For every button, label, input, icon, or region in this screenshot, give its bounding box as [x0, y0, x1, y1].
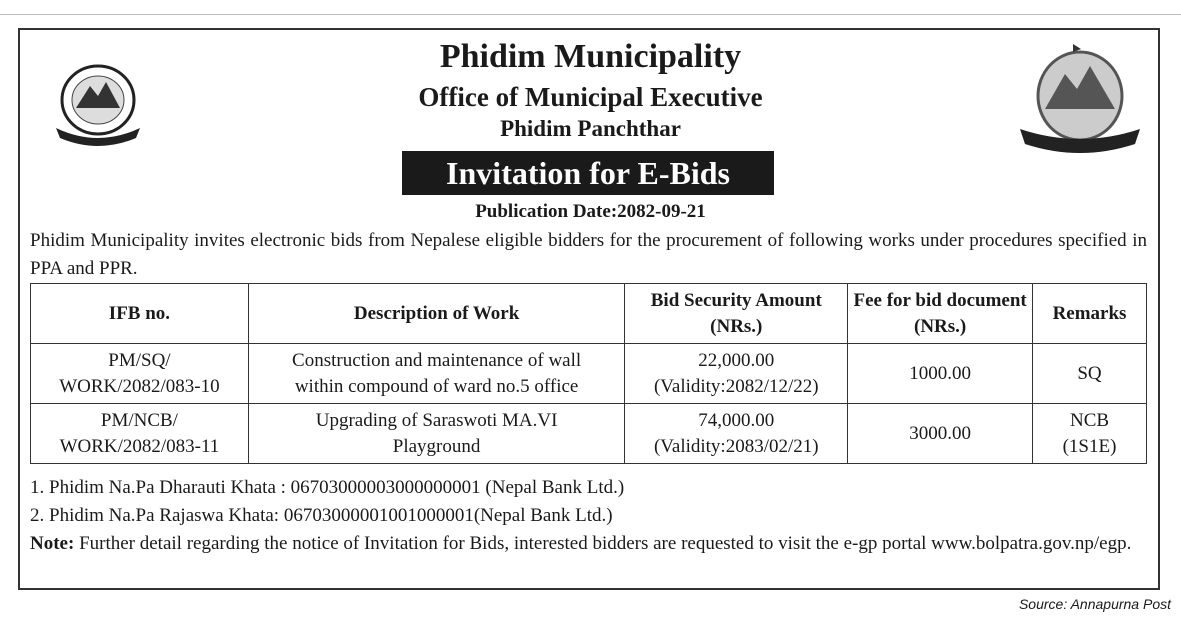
fee-cell: 1000.00: [848, 344, 1033, 404]
intro-paragraph: Phidim Municipality invites electronic bids from Nepalese eligible bidders for the procurement of following works under procedures specified in PPA and PPR.: [30, 230, 1147, 279]
table-row: [31, 404, 1147, 464]
header-description: Description of Work: [248, 284, 624, 344]
remarks-cell: SQ: [1033, 344, 1147, 404]
validity: (Validity:2082/12/22): [653, 375, 819, 397]
ifb-line: WORK/2082/083-11: [59, 435, 220, 457]
remarks-line: NCB: [1069, 409, 1110, 431]
note-text: Further detail regarding the notice of Invitation for Bids, interested bidders are requested to visit the e-gp portal www.bolpatra.gov.np/egp.: [74, 533, 1132, 554]
description-line: Upgrading of Saraswoti MA.VI: [315, 409, 558, 431]
description-cell: [248, 344, 624, 404]
remarks-cell: [1033, 404, 1147, 464]
amount: 74,000.00: [698, 409, 775, 431]
account-note-2: 2. Phidim Na.Pa Rajaswa Khata: 06703000001001000001(Nepal Bank Ltd.): [30, 505, 613, 526]
header-bid-security: Bid Security Amount (NRs.): [625, 284, 848, 344]
validity: (Validity:2083/02/21): [653, 435, 819, 457]
amount: 22,000.00: [698, 349, 775, 371]
publication-date: Publication Date:2082-09-21: [475, 201, 706, 222]
header-ifb: IFB no.: [31, 284, 249, 344]
ifb-cell: [31, 404, 249, 464]
ifb-line: PM/NCB/: [100, 409, 178, 431]
portal-note: [30, 530, 1147, 558]
fee-cell: 3000.00: [848, 404, 1033, 464]
location-title: Phidim Panchthar: [500, 116, 681, 141]
bid-security-cell: [625, 404, 848, 464]
header-remarks: Remarks: [1033, 284, 1147, 344]
ifb-line: WORK/2082/083-10: [59, 375, 220, 397]
top-rule: [0, 14, 1181, 15]
bid-security-cell: [625, 344, 848, 404]
table-header-row: [31, 284, 1147, 344]
notes-section: [30, 474, 1147, 558]
ifb-line: PM/SQ/: [108, 349, 171, 371]
remarks-line: (1S1E): [1062, 435, 1117, 457]
account-note-1: 1. Phidim Na.Pa Dharauti Khata : 06703000003000000001 (Nepal Bank Ltd.): [30, 477, 625, 498]
source-credit: Source: Annapurna Post: [1018, 596, 1171, 612]
note-label: Note:: [30, 533, 75, 554]
ifb-cell: [31, 344, 249, 404]
description-line: Construction and maintenance of wall: [292, 349, 582, 371]
municipality-title: Phidim Municipality: [439, 38, 742, 75]
invitation-banner: Invitation for E-Bids: [402, 151, 774, 195]
table-row: [31, 344, 1147, 404]
office-title: Office of Municipal Executive: [418, 82, 763, 112]
description-line: within compound of ward no.5 office: [294, 375, 579, 397]
bids-table: [30, 283, 1147, 464]
description-cell: [248, 404, 624, 464]
header-fee: Fee for bid document (NRs.): [848, 284, 1033, 344]
description-line: Playground: [392, 435, 481, 457]
